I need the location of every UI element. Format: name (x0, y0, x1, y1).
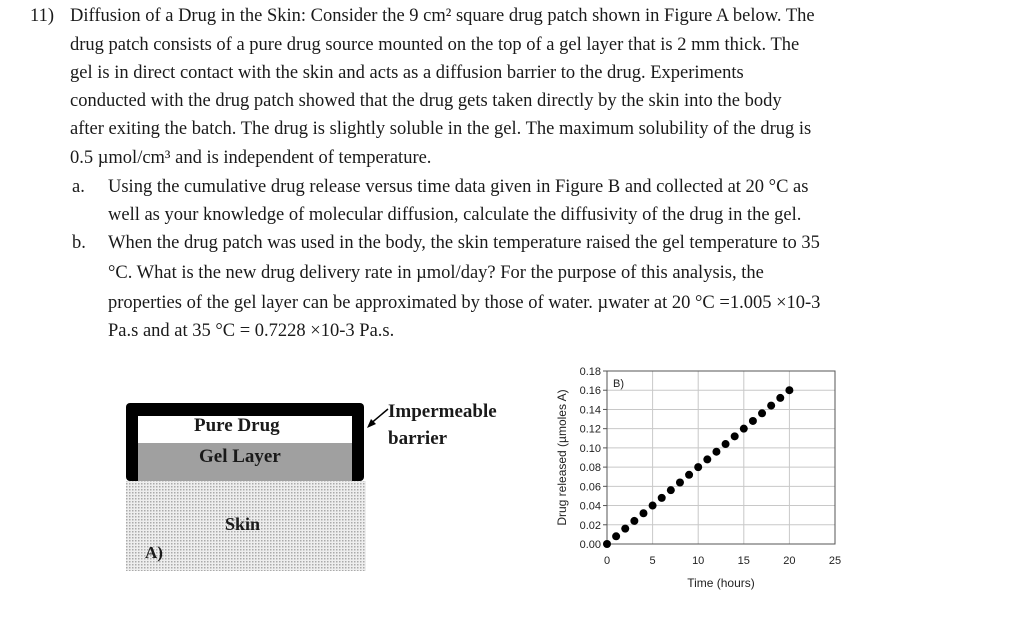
data-point (649, 502, 657, 510)
y-tick-label: 0.06 (579, 481, 601, 494)
x-tick-label: 5 (649, 555, 656, 567)
data-point (703, 455, 711, 463)
skin-label: Skin (225, 514, 261, 534)
y-tick-label: 0.00 (579, 539, 601, 551)
part-a-line: Using the cumulative drug release versus time data given in Figure B and collected at 20 °C as (108, 177, 809, 197)
x-tick-label: 10 (692, 555, 705, 567)
data-point (758, 409, 766, 417)
panel-label: B) (613, 378, 624, 390)
x-tick-label: 20 (783, 555, 796, 567)
y-tick-label: 0.02 (579, 519, 601, 532)
problem-line: gel is in direct contact with the skin and acts as a diffusion barrier to the drug. Experiments (70, 63, 744, 83)
data-point (694, 463, 702, 471)
y-tick-label: 0.16 (579, 385, 601, 398)
part-b-line: °C. What is the new drug delivery rate in µmol/day? For the purpose of this analysis, the (108, 263, 764, 283)
data-point (658, 494, 666, 502)
y-tick-label: 0.04 (579, 500, 601, 513)
y-tick-label: 0.18 (579, 366, 601, 378)
data-point (667, 486, 675, 494)
part-b-line: Pa.s and at 35 °C = 0.7228 ×10-3 Pa.s. (108, 321, 395, 341)
problem-line: conducted with the drug patch showed that the drug gets taken directly by the skin into the body (70, 91, 782, 111)
problem-line: 0.5 µmol/cm³ and is independent of temperature. (70, 148, 432, 168)
data-point (740, 425, 748, 433)
barrier-label: barrier (388, 428, 448, 449)
problem-line: Diffusion of a Drug in the Skin: Consider the 9 cm² square drug patch shown in Figure A below. The (70, 6, 815, 26)
x-axis-label: Time (hours) (687, 576, 755, 590)
data-point (603, 540, 611, 548)
data-point (639, 509, 647, 517)
data-point (722, 440, 730, 448)
data-point (776, 394, 784, 402)
y-tick-label: 0.12 (579, 423, 601, 436)
problem-number: 11) (30, 6, 54, 26)
part-b-line: When the drug patch was used in the body, the skin temperature raised the gel temperature to 35 (108, 233, 820, 253)
part-b-marker: b. (72, 233, 86, 253)
part-a-line: well as your knowledge of molecular diffusion, calculate the diffusivity of the drug in the gel. (108, 205, 802, 225)
data-point (712, 448, 720, 456)
data-point (621, 525, 629, 533)
part-a-marker: a. (72, 177, 85, 197)
x-tick-label: 25 (828, 555, 842, 567)
part-b-line: properties of the gel layer can be approximated by those of water. µwater at 20 °C =1.005 ×10-3 (108, 293, 821, 313)
data-point (676, 478, 684, 486)
plot-frame (607, 371, 835, 544)
y-tick-label: 0.08 (579, 462, 601, 475)
x-tick-label: 0 (603, 555, 611, 567)
y-tick-label: 0.14 (579, 404, 601, 417)
impermeable-label: Impermeable (388, 401, 497, 422)
data-point (630, 517, 638, 525)
pure-drug-label: Pure Drug (194, 415, 280, 436)
y-tick-label: 0.10 (579, 442, 601, 455)
data-point (749, 417, 757, 425)
data-point (685, 471, 693, 479)
x-tick-label: 15 (737, 555, 750, 567)
problem-line: after exiting the batch. The drug is slightly soluble in the gel. The maximum solubility of the drug is (70, 119, 812, 139)
gel-layer-label: Gel Layer (199, 446, 281, 467)
data-point (767, 402, 775, 410)
figure-a-label: A) (145, 543, 163, 562)
data-point (612, 532, 620, 540)
data-point (731, 432, 739, 440)
data-point (785, 386, 793, 394)
y-axis-label: Drug released (µmoles A) (555, 389, 569, 526)
problem-line: drug patch consists of a pure drug source mounted on the top of a gel layer that is 2 mm thick. The (70, 35, 800, 55)
